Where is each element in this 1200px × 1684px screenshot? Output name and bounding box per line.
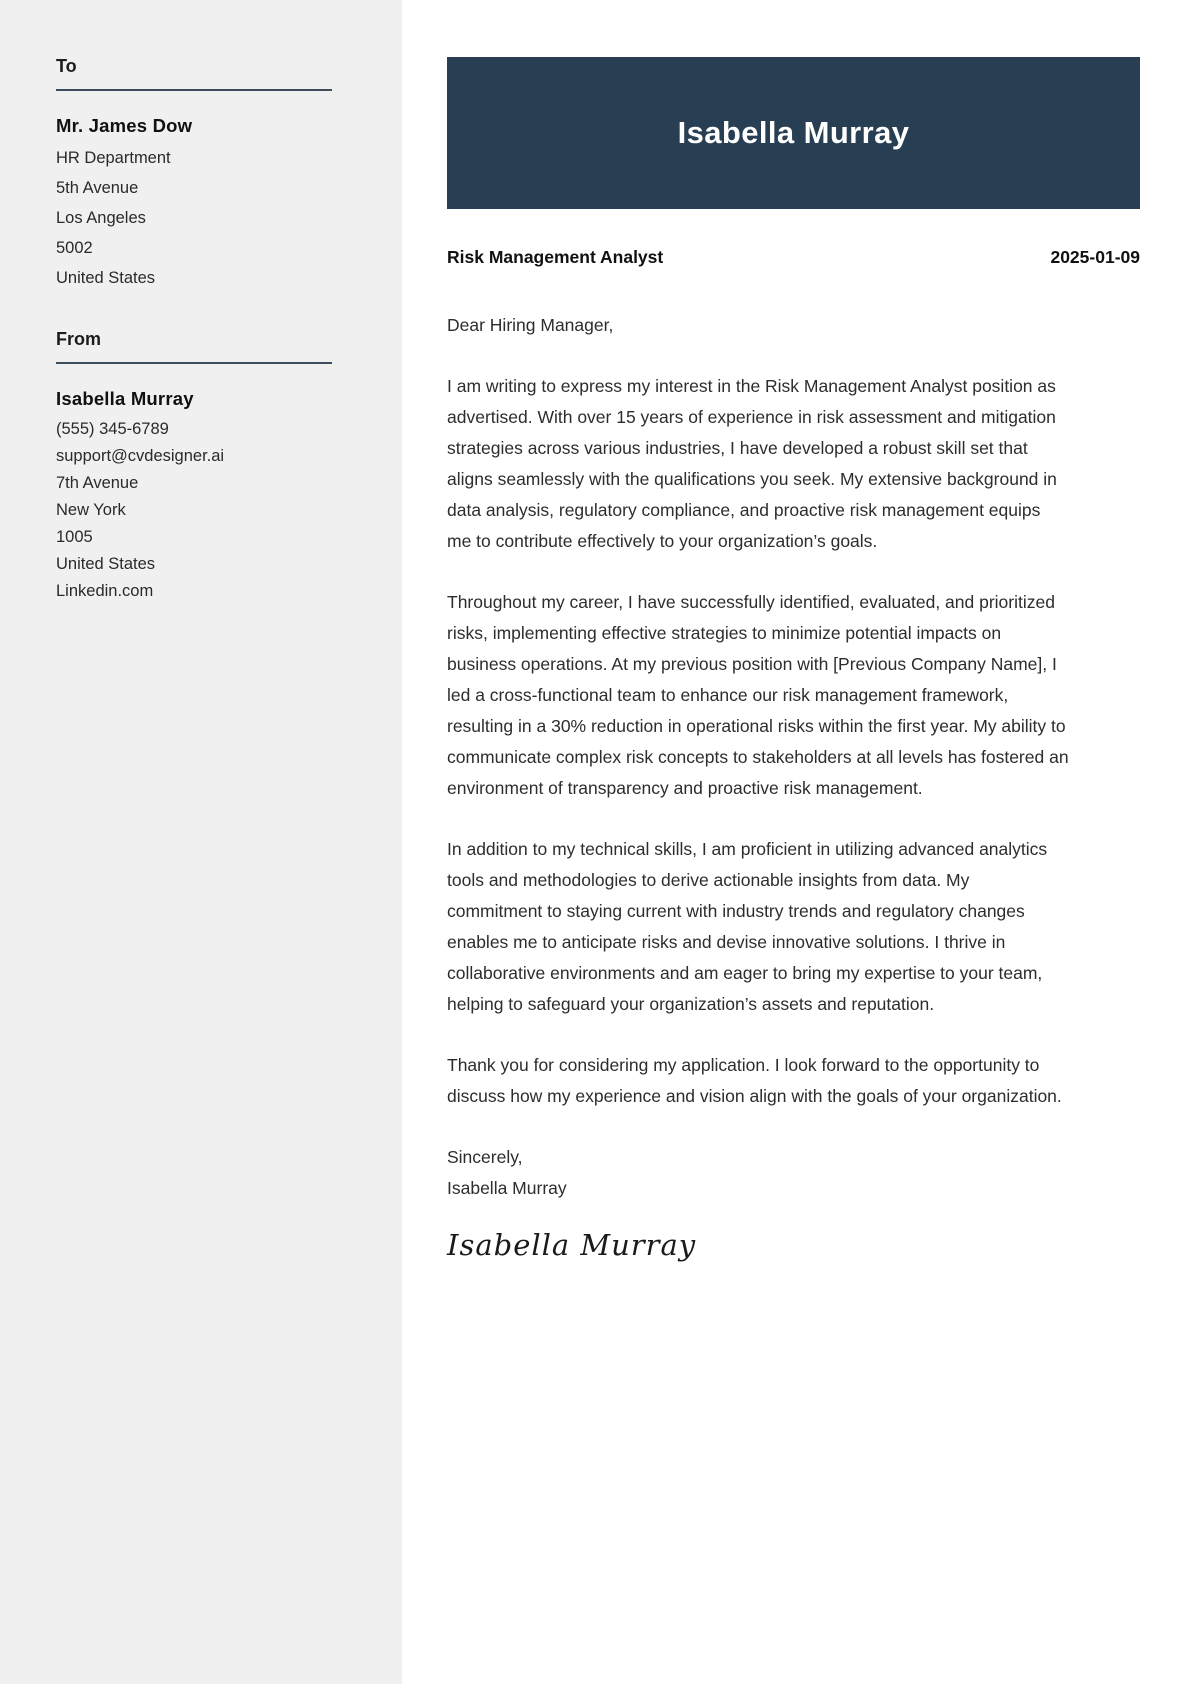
paragraph-thanks: Thank you for considering my application. I look forward to the opportunity to discuss how my experience and vision align with the goals of your organization.	[447, 1055, 1062, 1106]
recipient-name: Mr. James Dow	[56, 115, 193, 136]
from-section-divider	[56, 362, 332, 364]
sender-city: New York	[56, 501, 126, 519]
to-section-divider	[56, 89, 332, 91]
from-section-label: From	[56, 329, 101, 349]
to-section-label: To	[56, 56, 77, 76]
sender-phone: (555) 345-6789	[56, 420, 169, 438]
paragraph-intro: I am writing to express my interest in the Risk Management Analyst position as advertised. With over 15 years of experience in risk assessment and mitigation strategies across various industries, I have developed a robust skill set that aligns seamlessly with the qualifications you seek. My extensive background in data analysis, regulatory compliance, and proactive risk management equips me to contribute effectively to your organization’s goals.	[447, 376, 1057, 551]
sender-email: support@cvdesigner.ai	[56, 447, 225, 465]
sender-linkedin: Linkedin.com	[56, 582, 154, 600]
sender-postal-code: 1005	[56, 528, 93, 546]
from-section	[56, 329, 332, 605]
name-banner	[447, 57, 1140, 209]
salutation: Dear Hiring Manager,	[447, 315, 614, 335]
applicant-name-title: Isabella Murray	[677, 115, 910, 150]
letter-main	[402, 0, 1200, 1262]
letter-date: 2025-01-09	[1050, 247, 1140, 267]
job-title: Risk Management Analyst	[447, 247, 664, 267]
recipient-country: United States	[56, 269, 156, 287]
recipient-city: Los Angeles	[56, 209, 146, 227]
recipient-department: HR Department	[56, 149, 171, 167]
letter-meta-row	[447, 247, 1140, 268]
paragraph-career: Throughout my career, I have successfully identified, evaluated, and prioritized risks, implementing effective strategies to minimize potential impacts on business operations. At my previous position with [Previous Company Name], I led a cross-functional team to enhance our risk management framework, resulting in a 30% reduction in operational risks within the first year. My ability to communicate complex risk concepts to stakeholders at all levels has fostered an environment of transparency and proactive risk management.	[447, 592, 1069, 798]
sender-name: Isabella Murray	[56, 388, 194, 409]
recipient-postal-code: 5002	[56, 239, 93, 257]
handwritten-signature: Isabella Murray	[447, 1228, 697, 1262]
closing-word: Sincerely,	[447, 1147, 523, 1167]
paragraph-skills: In addition to my technical skills, I am proficient in utilizing advanced analytics tools and methodologies to derive actionable insights from data. My commitment to staying current with industry trends and regulatory changes enables me to anticipate risks and devise innovative solutions. I thrive in collaborative environments and am eager to bring my expertise to your team, helping to safeguard your organization’s assets and reputation.	[447, 839, 1048, 1014]
recipient-street: 5th Avenue	[56, 179, 139, 197]
letter-body	[447, 310, 1092, 1262]
closing-block	[447, 1142, 1092, 1262]
signed-name: Isabella Murray	[447, 1178, 567, 1198]
contact-sidebar	[0, 0, 402, 1684]
sender-street: 7th Avenue	[56, 474, 139, 492]
sender-country: United States	[56, 555, 156, 573]
to-section	[56, 56, 332, 293]
